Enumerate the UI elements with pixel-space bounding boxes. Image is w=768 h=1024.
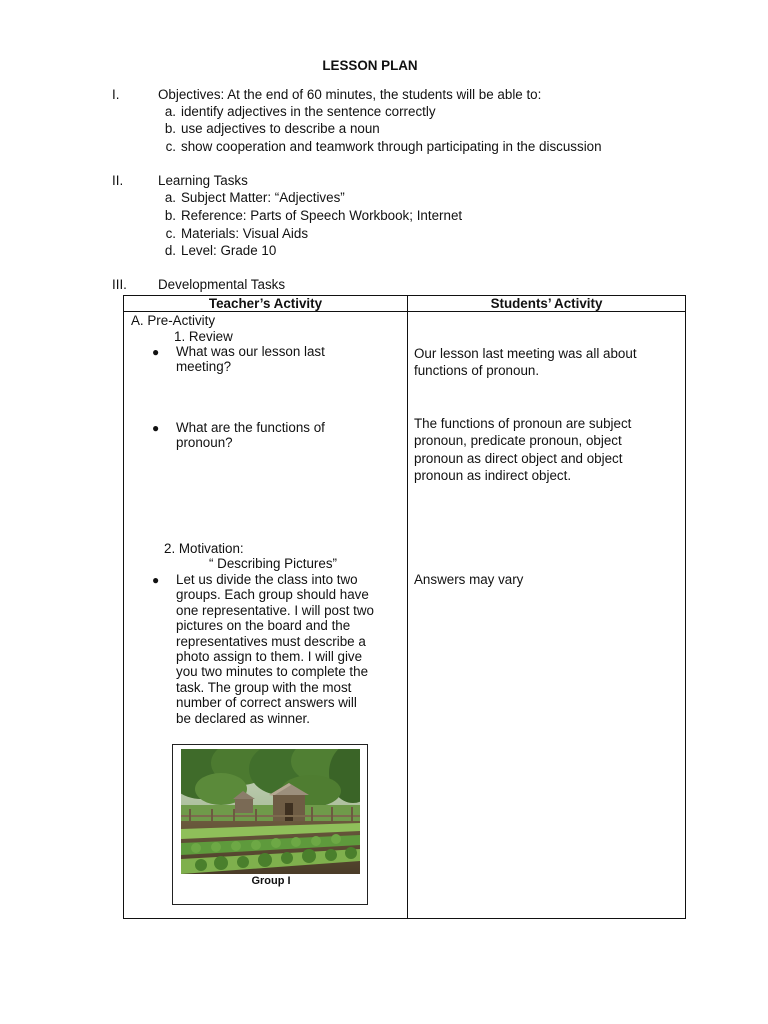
activity-table [123, 295, 686, 919]
bullet-icon: ● [152, 421, 160, 435]
learning-task-item: Subject Matter: “Adjectives” [181, 190, 345, 205]
section-numeral-objectives: I. [112, 87, 120, 102]
answer-line: pronoun as direct object and object [414, 451, 623, 466]
objective-item: use adjectives to describe a noun [181, 121, 380, 136]
learning-task-letter: c. [165, 226, 176, 241]
answer-line: pronoun, predicate pronoun, object [414, 433, 622, 448]
instruction-line: photo assign to them. I will give [176, 649, 363, 664]
section-numeral-learning-tasks: II. [112, 173, 124, 188]
objective-letter: a. [164, 104, 176, 119]
learning-task-letter: d. [164, 243, 176, 258]
question-line: What was our lesson last [176, 344, 325, 359]
instruction-line: pictures on the board and the [176, 618, 351, 633]
learning-task-letter: a. [164, 190, 176, 205]
motivation-label: 2. Motivation: [164, 541, 244, 556]
learning-task-item: Level: Grade 10 [181, 243, 277, 258]
page-title: LESSON PLAN [322, 58, 418, 73]
photo-caption: Group I [251, 875, 291, 887]
instruction-line: one representative. I will post two [176, 603, 374, 618]
pre-activity-label: A. Pre-Activity [131, 313, 216, 328]
objective-letter: b. [164, 121, 176, 136]
learning-task-item: Reference: Parts of Speech Workbook; Internet [181, 208, 463, 223]
section-numeral-developmental-tasks: III. [112, 277, 127, 292]
developmental-tasks-heading: Developmental Tasks [158, 277, 286, 292]
column-header-teacher: Teacher’s Activity [124, 296, 408, 312]
group-photo-frame [172, 744, 368, 905]
instruction-line: groups. Each group should have [176, 587, 369, 602]
objective-item: show cooperation and teamwork through participating in the discussion [181, 139, 602, 154]
objectives-heading: Objectives: At the end of 60 minutes, the students will be able to: [158, 87, 542, 102]
question-line: What are the functions of [176, 420, 325, 435]
objective-letter: c. [165, 139, 176, 154]
learning-task-letter: b. [164, 208, 176, 223]
question-line: pronoun? [176, 435, 233, 450]
instruction-line: number of correct answers will [176, 695, 357, 710]
students-activity-cell [408, 312, 686, 919]
question-line: meeting? [176, 359, 232, 374]
bullet-icon: ● [152, 573, 160, 587]
learning-tasks-heading: Learning Tasks [158, 173, 248, 188]
instruction-line: Let us divide the class into two [176, 572, 358, 587]
teacher-activity-cell [124, 312, 408, 919]
instruction-line: be declared as winner. [176, 711, 310, 726]
garden-photo [181, 749, 360, 874]
column-header-students: Students’ Activity [408, 296, 686, 312]
answer-line: functions of pronoun. [414, 363, 540, 378]
answer-line: pronoun as indirect object. [414, 468, 572, 483]
instruction-line: representatives must describe a [176, 634, 366, 649]
answer-line: Our lesson last meeting was all about [414, 346, 637, 361]
review-label: 1. Review [174, 329, 233, 344]
answer-line: Answers may vary [414, 572, 524, 587]
motivation-title: “ Describing Pictures” [209, 556, 337, 571]
instruction-line: you two minutes to complete the [176, 664, 369, 679]
objective-item: identify adjectives in the sentence correctly [181, 104, 436, 119]
learning-task-item: Materials: Visual Aids [181, 226, 309, 241]
instruction-line: task. The group with the most [176, 680, 352, 695]
answer-line: The functions of pronoun are subject [414, 416, 632, 431]
bullet-icon: ● [152, 345, 160, 359]
